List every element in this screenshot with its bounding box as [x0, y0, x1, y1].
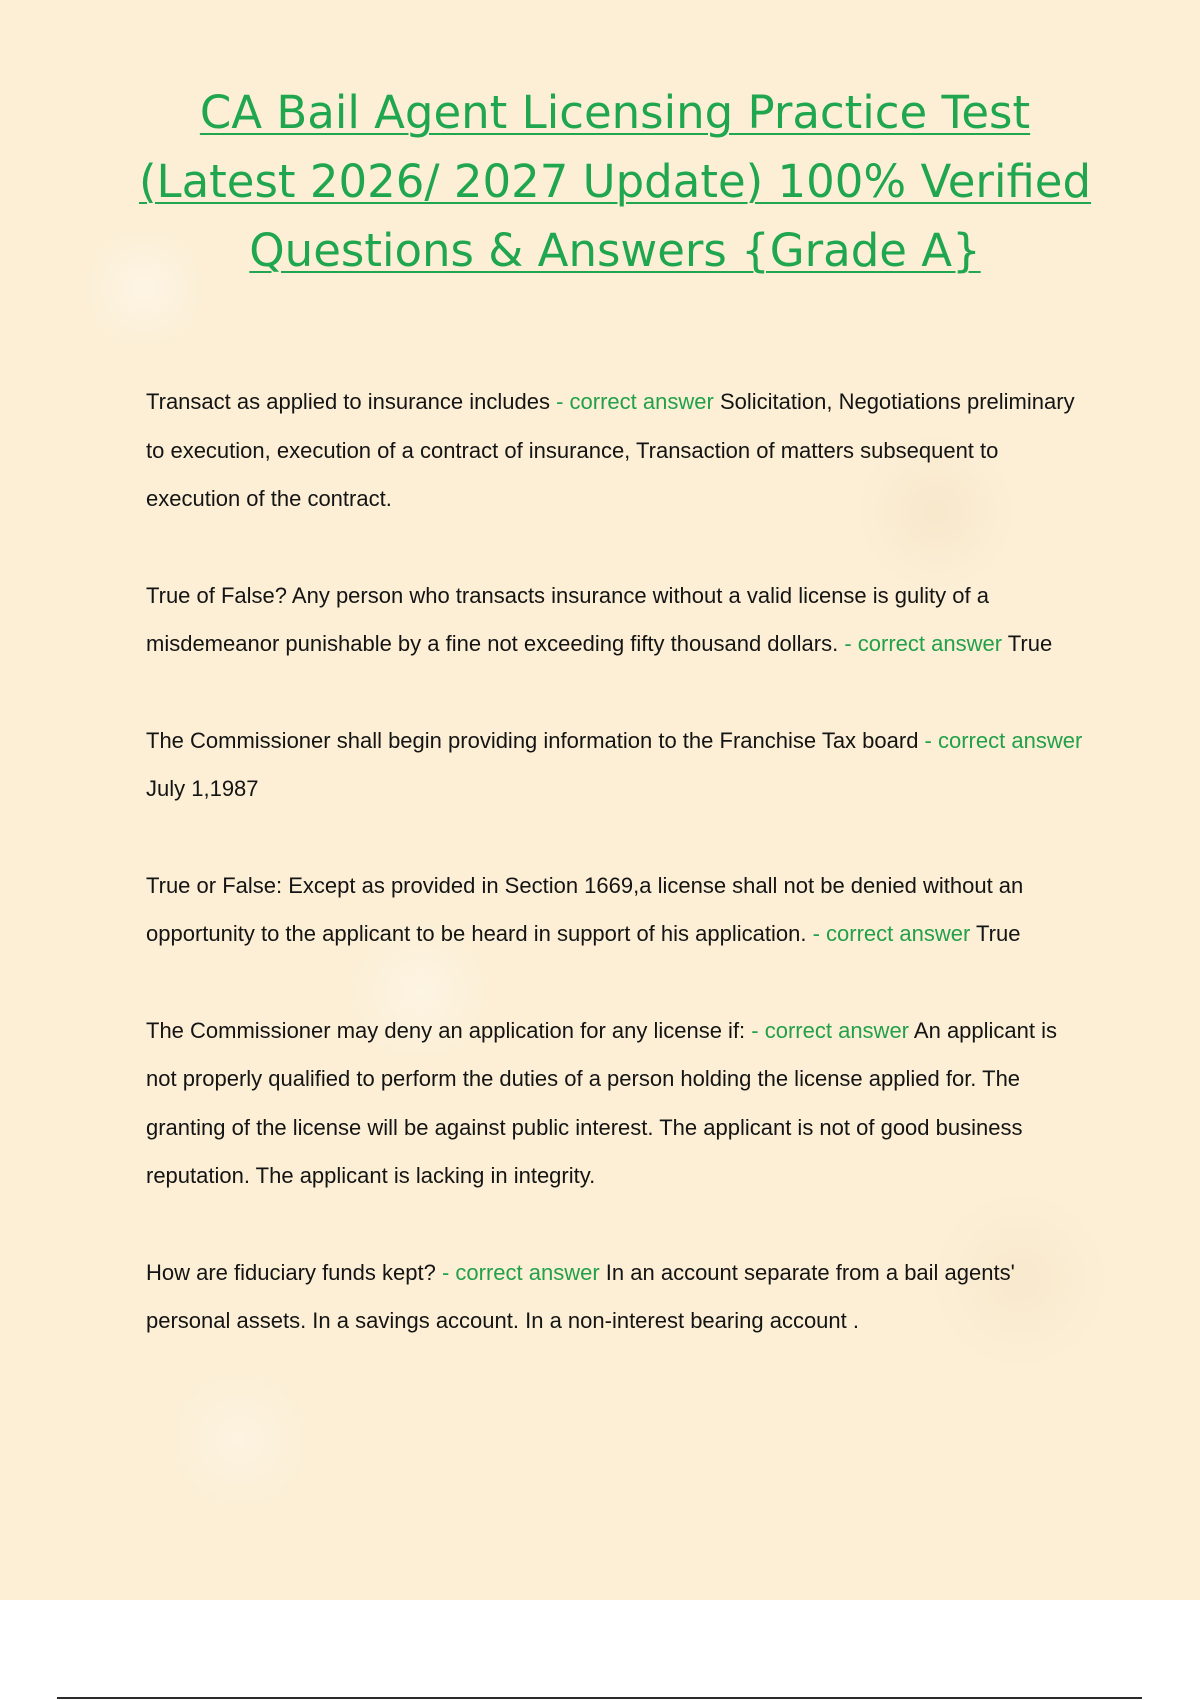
- qa-item: [146, 862, 1086, 959]
- title-line: Questions & Answers {Grade A}: [249, 224, 981, 277]
- document-title: [120, 78, 1110, 285]
- footer-divider: [57, 1697, 1142, 1699]
- answer-separator: -: [549, 389, 570, 414]
- qa-list: [146, 378, 1086, 1394]
- answer-text: True: [976, 921, 1021, 946]
- title-line: (Latest 2026/ 2027 Update) 100% Verified: [138, 155, 1092, 208]
- answer-text: In an account separate from a bail agents' personal assets. In a savings account. In a non-interest bearing account .: [146, 1259, 1015, 1333]
- qa-item: [146, 1249, 1086, 1346]
- answer-separator: -: [918, 727, 938, 753]
- answer-separator: -: [745, 1017, 765, 1043]
- question-text: The Commissioner shall begin providing information to the Franchise Tax board: [146, 727, 919, 753]
- qa-item: [146, 717, 1086, 814]
- qa-item: [146, 1007, 1086, 1201]
- answer-text: July 1,1987: [146, 776, 259, 801]
- answer-text: An applicant is not properly qualified to perform the duties of a person holding the license applied for. The granting of the license will be against public interest. The applicant is not of good business reputation. The applicant is lacking in integrity.: [146, 1017, 1058, 1188]
- question-text: How are fiduciary funds kept?: [146, 1259, 436, 1285]
- answer-separator: -: [806, 921, 827, 946]
- answer-label: correct answer: [569, 389, 714, 414]
- question-text: True of False? Any person who transacts insurance without a valid license is gulity of a misdemeanor punishable by a fine not exceeding fifty thousand dollars.: [146, 582, 989, 656]
- answer-label: correct answer: [764, 1017, 910, 1043]
- question-text: The Commissioner may deny an application for any license if:: [146, 1017, 746, 1043]
- qa-item: [146, 572, 1086, 669]
- title-line: CA Bail Agent Licensing Practice Test: [199, 86, 1031, 139]
- answer-text: Solicitation, Negotiations preliminary to execution, execution of a contract of insurance, Transaction of matters subsequent to execution of the contract.: [146, 389, 1075, 511]
- qa-item: [146, 378, 1086, 524]
- answer-separator: -: [435, 1259, 456, 1285]
- answer-label: correct answer: [857, 631, 1003, 656]
- answer-label: correct answer: [938, 727, 1083, 753]
- question-text: True or False: Except as provided in Section 1669,a license shall not be denied without an opportunity to the applicant to be heard in support of his application.: [146, 872, 1024, 946]
- answer-label: correct answer: [455, 1259, 600, 1285]
- answer-text: True: [1007, 631, 1053, 656]
- answer-label: correct answer: [826, 921, 971, 946]
- answer-separator: -: [838, 631, 858, 656]
- question-text: Transact as applied to insurance includes: [146, 389, 550, 414]
